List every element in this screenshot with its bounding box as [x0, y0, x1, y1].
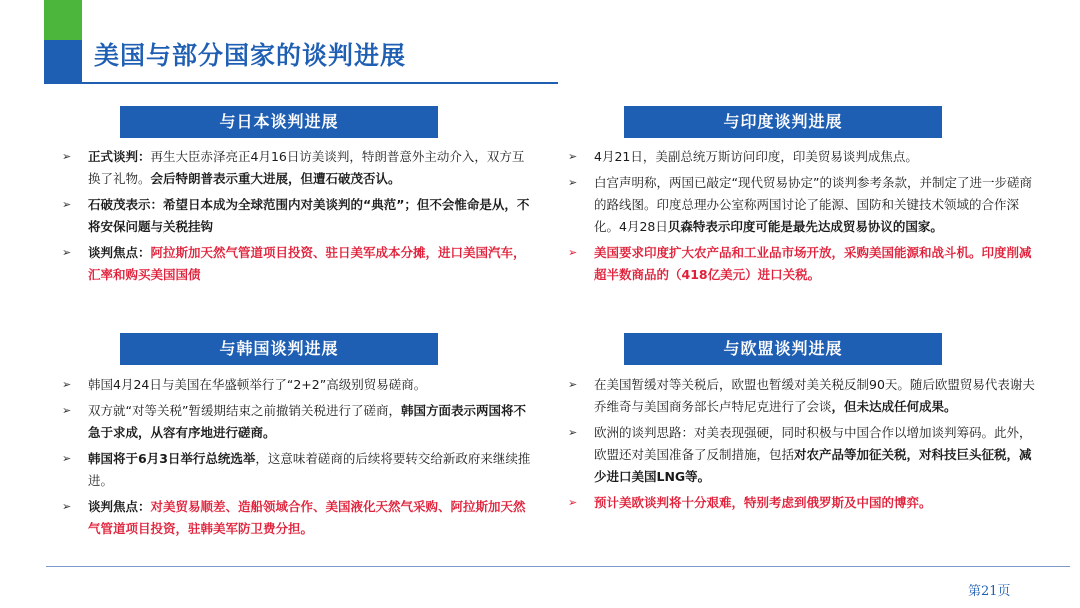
item-text-segment: 对美贸易顺差、造船领域合作、美国液化天然气采购、阿拉斯加天然气管道项目投资，驻韩美军防卫费分担。 — [88, 499, 526, 536]
item-text-segment: 美国要求印度扩大农产品和工业品市场开放，采购美国能源和战斗机。印度削减超半数商品的（418亿美元）进口关税。 — [594, 245, 1032, 282]
bullet-arrow-icon: ➢ — [62, 150, 72, 163]
section-heading-korea: 与韩国谈判进展 — [120, 333, 438, 365]
item-text-segment: 正式谈判： — [88, 149, 151, 164]
item-text-segment: 双方就“对等关税”暂缓期结束之前撤销关税进行了磋商， — [88, 403, 401, 418]
bullet-arrow-icon: ➢ — [568, 496, 578, 509]
india-items-list — [568, 146, 1038, 290]
item-text-segment: 谈判焦点： — [88, 499, 151, 514]
bullet-arrow-icon: ➢ — [62, 378, 72, 391]
title-underline — [82, 82, 558, 84]
korea-items-list — [62, 374, 532, 544]
bullet-arrow-icon: ➢ — [62, 500, 72, 513]
list-item — [568, 422, 1038, 488]
list-item — [62, 194, 532, 238]
page-number: 第21页 — [968, 584, 1011, 599]
section-heading-japan: 与日本谈判进展 — [120, 106, 438, 138]
list-item — [62, 242, 532, 286]
page-title: 美国与部分国家的谈判进展 — [94, 41, 407, 70]
item-text-segment: 欧洲的谈判思路：对美表现强硬，同时积极与中国合作以增加谈判筹码。此外，欧盟还对美国准备了反制措施，包括 — [594, 425, 1032, 462]
list-item — [568, 172, 1038, 238]
item-text-segment: 谈判焦点： — [88, 245, 151, 260]
list-item — [568, 146, 1038, 168]
item-text-segment: 贝森特表示印度可能是最先达成贸易协议的国家。 — [667, 219, 943, 234]
item-text-segment: 阿拉斯加天然气管道项目投资、驻日美军成本分摊，进口美国汽车，汇率和购买美国国债 — [88, 245, 526, 282]
eu-items-list — [568, 374, 1038, 518]
section-heading-india: 与印度谈判进展 — [624, 106, 942, 138]
item-text-segment: 白宫声明称，两国已敲定“现代贸易协定”的谈判参考条款，并制定了进一步磋商的路线图。印度总理办公室称两国讨论了能源、国防和关键技术领域的合作深化。4月28日 — [594, 175, 1032, 234]
list-item — [62, 448, 532, 492]
bullet-arrow-icon: ➢ — [568, 246, 578, 259]
list-item — [62, 374, 532, 396]
bullet-arrow-icon: ➢ — [62, 246, 72, 259]
footer-divider — [46, 566, 1070, 567]
item-text-segment: 在美国暂缓对等关税后，欧盟也暂缓对美关税反制90天。随后欧盟贸易代表谢夫乔维奇与美国商务部长卢特尼克进行了会谈 — [594, 377, 1035, 414]
item-text-segment: ，这意味着磋商的后续将要转交给新政府来继续推进。 — [88, 451, 531, 488]
bullet-arrow-icon: ➢ — [568, 150, 578, 163]
item-text-segment: 韩国4月24日与美国在华盛顿举行了“2+2”高级别贸易磋商。 — [88, 377, 427, 392]
list-item — [62, 400, 532, 444]
japan-items-list — [62, 146, 532, 290]
list-item — [568, 242, 1038, 286]
list-item — [568, 492, 1038, 514]
item-text-segment: 4月21日，美副总统万斯访问印度，印美贸易谈判成焦点。 — [594, 149, 918, 164]
list-item — [62, 496, 532, 540]
item-text-segment: 韩国方面表示两国将不急于求成，从容有序地进行磋商。 — [88, 403, 526, 440]
bullet-arrow-icon: ➢ — [62, 198, 72, 211]
section-heading-eu: 与欧盟谈判进展 — [624, 333, 942, 365]
bullet-arrow-icon: ➢ — [568, 426, 578, 439]
logo-green-block — [44, 0, 82, 40]
item-text-segment: 石破茂表示：希望日本成为全球范围内对美谈判的“典范”；但不会惟命是从，不将安保问题与关税挂钩 — [88, 197, 530, 234]
bullet-arrow-icon: ➢ — [62, 452, 72, 465]
item-text-segment: 再生大臣赤泽亮正4月16日访美谈判，特朗普意外主动介入，双方互换了礼物。 — [88, 149, 525, 186]
item-text-segment: 会后特朗普表示重大进展，但遭石破茂否认。 — [150, 171, 401, 186]
list-item — [568, 374, 1038, 418]
item-text-segment: ，但未达成任何成果。 — [831, 399, 957, 414]
bullet-arrow-icon: ➢ — [568, 378, 578, 391]
bullet-arrow-icon: ➢ — [62, 404, 72, 417]
item-text-segment: 对农产品等加征关税，对科技巨头征税，减少进口美国LNG等。 — [594, 447, 1032, 484]
item-text-segment: 预计美欧谈判将十分艰难，特别考虑到俄罗斯及中国的博弈。 — [594, 495, 932, 510]
item-text-segment: 韩国将于6月3日举行总统选举 — [88, 451, 256, 466]
logo-blue-block — [44, 40, 82, 84]
list-item — [62, 146, 532, 190]
bullet-arrow-icon: ➢ — [568, 176, 578, 189]
